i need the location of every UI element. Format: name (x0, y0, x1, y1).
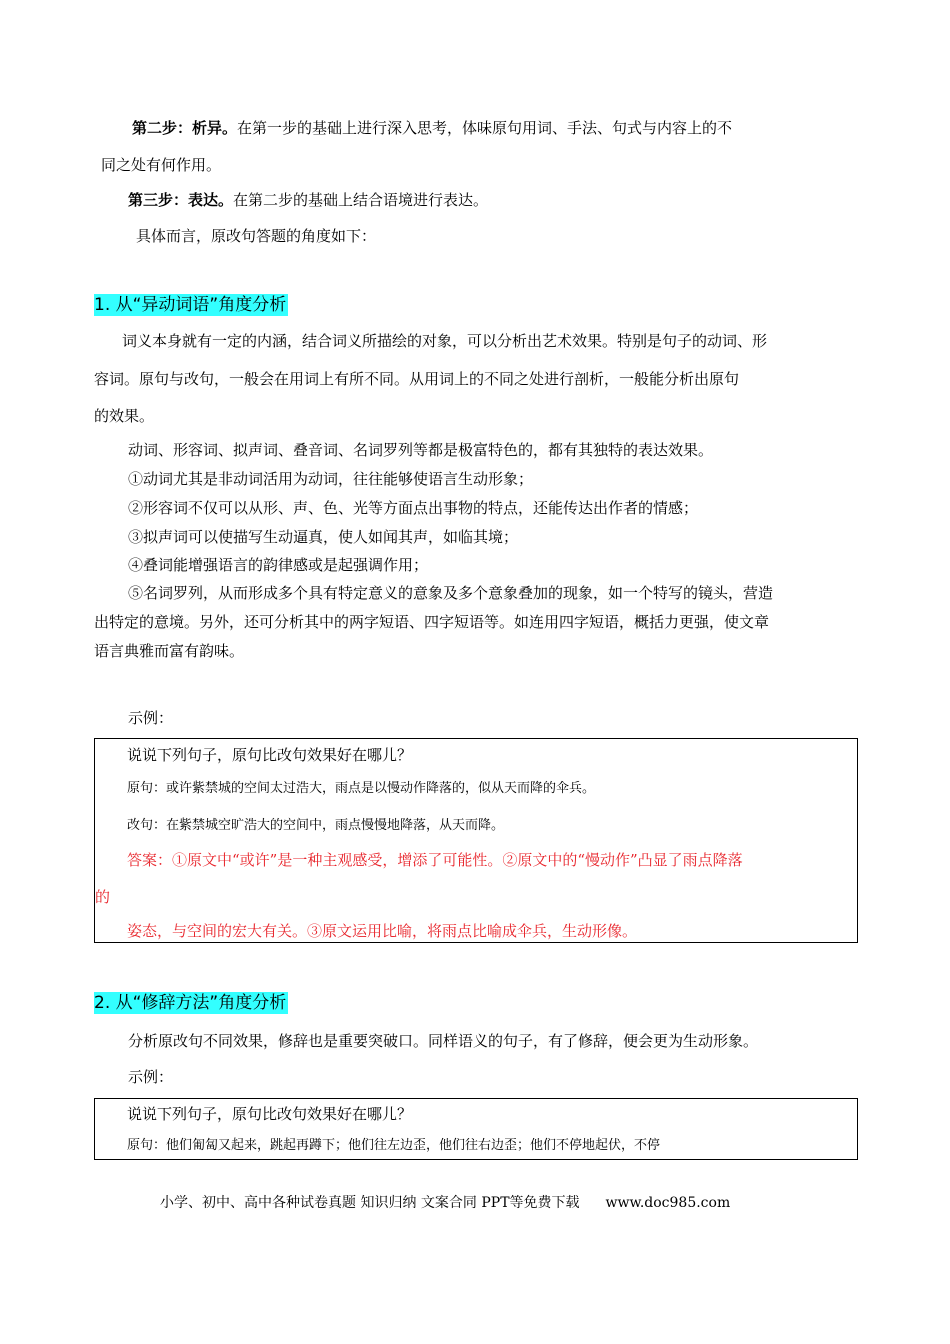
page-footer (160, 1192, 730, 1212)
example-label-1: 示例： (128, 709, 174, 727)
step2-text-cont: 同之处有何作用。 (101, 156, 222, 174)
step3-label: 第三步：表达。 (128, 191, 234, 209)
list-item-5-line1: ⑤名词罗列，从而形成多个具有特定意义的意象及多个意象叠加的现象，如一个特写的镜头，营造 (128, 584, 774, 602)
step2-text: 在第一步的基础上进行深入思考，体味原句用词、手法、句式与内容上的不 (237, 119, 733, 137)
example2-original: 原句：他们匍匐又起来，跳起再蹲下；他们往左边歪，他们往右边歪；他们不停地起伏，不停 (127, 1138, 661, 1153)
section1-para-line2: 容词。原句与改句，一般会在用词上有所不同。从用词上的不同之处进行剖析，一般能分析出原句 (94, 370, 740, 388)
list-item-1: ①动词尤其是非动词活用为动词，往往能够使语言生动形象； (128, 470, 534, 488)
list-item-2: ②形容词不仅可以从形、声、色、光等方面点出事物的特点，还能传达出作者的情感； (128, 499, 699, 517)
section2-heading (94, 992, 288, 1014)
example2-question: 说说下列句子，原句比改句效果好在哪儿？ (127, 1105, 413, 1123)
list-item-5-line2: 出特定的意境。另外，还可分析其中的两字短语、四字短语等。如连用四字短语，概括力更强，使文章 (94, 613, 770, 631)
example1-answer-line2: 的 (95, 888, 111, 906)
section2-para: 分析原改句不同效果，修辞也是重要突破口。同样语义的句子，有了修辞，便会更为生动形象。 (128, 1032, 759, 1050)
list-intro: 动词、形容词、拟声词、叠音词、名词罗列等都是极富特色的，都有其独特的表达效果。 (128, 441, 714, 459)
example1-question: 说说下列句子，原句比改句效果好在哪儿？ (127, 746, 413, 764)
section2-heading-text: 2. 从“修辞方法”角度分析 (94, 993, 287, 1013)
footer-url[interactable]: www.doc985.com (605, 1195, 731, 1211)
step3-text: 在第二步的基础上结合语境进行表达。 (233, 191, 489, 209)
section1-heading (94, 294, 288, 316)
section1-para-line1: 词义本身就有一定的内涵，结合词义所描绘的对象，可以分析出艺术效果。特别是句子的动词、形 (122, 332, 768, 350)
summary-text: 具体而言，原改句答题的角度如下： (136, 227, 377, 245)
list-item-3: ③拟声词可以使描写生动逼真，使人如闻其声，如临其境； (128, 528, 519, 546)
section1-heading-text: 1. 从“异动词语”角度分析 (94, 295, 287, 315)
example1-revised: 改句：在紫禁城空旷浩大的空间中，雨点慢慢地降落，从天而降。 (127, 818, 505, 833)
list-item-5-line3: 语言典雅而富有韵味。 (94, 642, 245, 660)
example-box-2 (94, 1098, 858, 1160)
list-item-4: ④叠词能增强语言的韵律感或是起强调作用； (128, 556, 429, 574)
example-box-1 (94, 738, 858, 943)
footer-text: 小学、初中、高中各种试卷真题 知识归纳 文案合同 PPT等免费下载 (160, 1195, 580, 1211)
step2-label: 第二步：析异。 (132, 119, 238, 137)
example1-original: 原句：或许紫禁城的空间太过浩大，雨点是以慢动作降落的，似从天而降的伞兵。 (127, 781, 596, 796)
section1-para-line3: 的效果。 (94, 407, 155, 425)
example1-answer-line1: 答案：①原文中“或许”是一种主观感受，增添了可能性。②原文中的“慢动作”凸显了雨点降落 (127, 851, 743, 869)
step2-line (132, 118, 732, 138)
example1-answer-line3: 姿态，与空间的宏大有关。③原文运用比喻，将雨点比喻成伞兵，生动形像。 (127, 922, 638, 940)
example-label-2: 示例： (128, 1068, 174, 1086)
step3-line (128, 190, 488, 210)
